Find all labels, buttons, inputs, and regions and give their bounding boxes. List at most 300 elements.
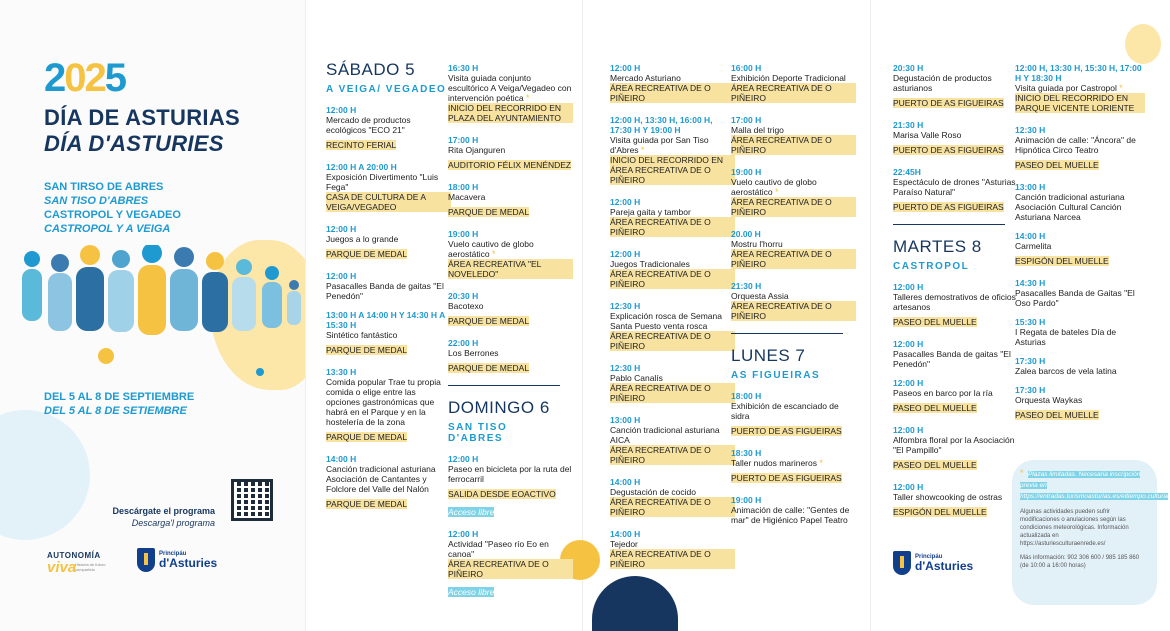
event-item <box>1015 63 1145 116</box>
event-location: PARQUE DE MEDAL <box>448 207 530 217</box>
event-location: AUDITORIO FÉLIX MENÉNDEZ <box>448 160 572 170</box>
event-location: PUERTO DE AS FIGUEIRAS <box>893 202 1004 212</box>
event-description <box>448 73 573 103</box>
event-title: Vuelo cautivo de globo aerostático <box>448 239 534 259</box>
event-item <box>448 291 573 329</box>
event-title: Animación de calle: "Áncora" de Hipnótica Circo Teatro <box>1015 135 1136 155</box>
event-time: 12:00 H <box>893 482 924 492</box>
event-description <box>610 311 735 331</box>
event-time: 17:00 H <box>731 115 762 125</box>
contact-note: Más información: 902 306 600 / 985 185 860 (de 10:00 a 16:00 horas) <box>1020 555 1140 569</box>
event-location: ÁREA RECREATIVA DE O PIÑEIRO <box>610 549 735 569</box>
event-item <box>610 363 735 406</box>
event-location: PARQUE DE MEDAL <box>448 316 530 326</box>
event-description <box>731 73 856 83</box>
event-time: 12:00 H <box>610 249 641 259</box>
event-list <box>448 454 573 600</box>
fold-line <box>582 0 583 631</box>
event-location: PASEO DEL MUELLE <box>1015 410 1099 420</box>
event-title: Mercado Asturiano <box>610 73 681 83</box>
event-title: Carmelita <box>1015 241 1052 251</box>
principado-logo <box>137 548 217 572</box>
logo-text: d'Asturies <box>915 559 974 573</box>
event-description <box>893 435 1018 455</box>
event-description <box>448 145 573 155</box>
day-heading: MARTES 8 <box>893 237 982 256</box>
event-description <box>1015 327 1145 347</box>
event-title: Animación de calle: "Gentes de mar" de Higiénico Papel Teatro <box>731 505 850 525</box>
event-title: Malla del trigo <box>731 125 784 135</box>
event-time: 22:00 H <box>448 338 479 348</box>
event-list <box>893 63 1018 215</box>
free-access-badge: Acceso libre <box>448 587 495 597</box>
asterisk-icon: * <box>491 249 496 259</box>
download-line: Descárgate el programa <box>112 506 215 516</box>
column-domingo-morning <box>610 63 735 581</box>
event-description <box>893 177 1018 197</box>
registration-note: Plazas limitadas. Necesaria inscripción previa en https://entradas.turismoasturias.es/eltiempo.cultural <box>1020 471 1169 500</box>
event-time: 21:30 H <box>893 120 924 130</box>
event-location: ÁREA RECREATIVA DE O PIÑEIRO <box>731 135 856 155</box>
event-description <box>448 348 573 358</box>
event-location: ÁREA RECREATIVA DE O PIÑEIRO <box>610 83 735 103</box>
event-location: ÁREA RECREATIVA DE O PIÑEIRO <box>731 249 856 269</box>
event-description <box>731 125 856 135</box>
event-location: PASEO DEL MUELLE <box>893 460 977 470</box>
event-title: Sintético fantástico <box>326 330 398 340</box>
event-item <box>448 454 573 520</box>
event-item <box>448 182 573 220</box>
event-location: PUERTO DE AS FIGUEIRAS <box>893 145 1004 155</box>
event-title: Orquesta Waykas <box>1015 395 1083 405</box>
event-time: 14:00 H <box>1015 231 1046 241</box>
event-description <box>1015 241 1145 251</box>
event-item <box>448 338 573 376</box>
event-time: 12:00 H <box>448 529 479 539</box>
event-item <box>1015 278 1145 308</box>
event-item <box>893 282 1018 330</box>
event-time: 17:30 H <box>1015 385 1046 395</box>
event-location: ÁREA RECREATIVA DE O PIÑEIRO <box>448 559 573 579</box>
event-time: 17:00 H <box>448 135 479 145</box>
location-heading: AS FIGUEIRAS <box>731 370 821 381</box>
event-list <box>326 105 451 512</box>
event-time: 12:00 H <box>610 197 641 207</box>
event-location: PASEO DEL MUELLE <box>893 403 977 413</box>
event-description <box>610 207 735 217</box>
event-item <box>326 310 451 358</box>
title-asturian: DÍA D'ASTURIES <box>44 131 224 156</box>
event-item <box>326 454 451 512</box>
event-description <box>731 291 856 301</box>
fold-line <box>870 0 871 631</box>
day-heading: LUNES 7 <box>731 346 806 365</box>
asterisk-icon: * <box>1020 468 1024 478</box>
event-time: 12:30 H <box>610 363 641 373</box>
decorative-dome <box>592 576 678 631</box>
event-title: Explicación rosca de Semana Santa Puesto venta rosca <box>610 311 722 331</box>
event-time: 19:00 H <box>731 495 762 505</box>
crest-icon <box>893 551 911 575</box>
free-access-badge: Acceso libre <box>448 507 495 517</box>
event-item <box>731 63 856 106</box>
event-item <box>731 448 856 486</box>
event-time: 12:00 H <box>326 105 357 115</box>
event-item <box>731 281 856 324</box>
event-time: 12:00 H <box>893 378 924 388</box>
people-group <box>22 245 301 335</box>
event-title: Bacotexo <box>448 301 484 311</box>
event-list <box>610 63 735 572</box>
event-description <box>326 464 451 494</box>
event-description <box>610 259 735 269</box>
event-item <box>326 367 451 445</box>
event-time: 12:00 H <box>893 425 924 435</box>
event-time: 18:00 H <box>448 182 479 192</box>
event-title: I Regata de bateles Día de Asturias <box>1015 327 1117 347</box>
event-title: Mercado de productos ecológicos "ECO 21" <box>326 115 411 135</box>
event-item <box>326 105 451 153</box>
event-time: 12:00 H <box>610 63 641 73</box>
event-description <box>610 135 735 155</box>
date-range: DEL 5 AL 8 DE SETIEMBRE <box>44 405 187 417</box>
event-time: 13:00 H <box>1015 182 1046 192</box>
event-description <box>610 487 735 497</box>
event-item <box>893 120 1018 158</box>
event-time: 20:30 H <box>448 291 479 301</box>
event-location: PUERTO DE AS FIGUEIRAS <box>731 473 842 483</box>
logo-text: Principáu <box>915 554 943 560</box>
event-location: ESPIGÓN DEL MUELLE <box>893 507 987 517</box>
event-item <box>326 271 451 301</box>
column-sabado-domingo <box>448 63 573 609</box>
day-heading: SÁBADO 5 <box>326 60 416 79</box>
event-description <box>326 281 451 301</box>
event-time: 19:00 H <box>448 229 479 239</box>
event-title: Macavera <box>448 192 486 202</box>
asterisk-icon: * <box>525 93 530 103</box>
weather-note: Algunas actividades pueden sufrir modificaciones o anulaciones según las condiciones meteorológicas. Información actualizada en https://asturiesculturaenrede.es/ <box>1020 509 1129 547</box>
event-time: 19:00 H <box>731 167 762 177</box>
event-description <box>893 73 1018 93</box>
event-description <box>448 301 573 311</box>
column-martes-afternoon <box>1015 63 1145 432</box>
event-item <box>893 339 1018 369</box>
event-description <box>893 349 1018 369</box>
people-illustration <box>18 245 303 360</box>
logo-small-text: Historia de futuro compartido <box>75 562 106 572</box>
event-location: INICIO DEL RECORRIDO EN PARQUE VICENTE LORIENTE <box>1015 93 1145 113</box>
event-time: 13:00 H A 14:00 H Y 14:30 H A 15:30 H <box>326 310 445 330</box>
event-title: Alfombra floral por la Asociación "El Pampillo" <box>893 435 1015 455</box>
info-box <box>1012 460 1169 605</box>
event-location: PARQUE DE MEDAL <box>326 249 408 259</box>
event-time: 17:30 H <box>1015 356 1046 366</box>
event-location: INICIO DEL RECORRIDO EN PLAZA DEL AYUNTAMIENTO <box>448 103 573 123</box>
event-description <box>731 177 856 197</box>
event-location: ÁREA RECREATIVA DE O PIÑEIRO <box>731 197 856 217</box>
event-description <box>448 539 573 559</box>
event-title: Taller nudos marineros <box>731 458 817 468</box>
event-item <box>610 301 735 354</box>
event-title: Paseos en barco por la ría <box>893 388 993 398</box>
event-description <box>326 172 451 192</box>
event-item <box>1015 182 1145 222</box>
logo-text: Principáu <box>159 551 187 557</box>
event-item <box>610 115 735 188</box>
event-item <box>1015 317 1145 347</box>
event-item <box>610 415 735 468</box>
event-location: PASEO DEL MUELLE <box>893 317 977 327</box>
event-title: Talleres demostrativos de oficios artesanos <box>893 292 1016 312</box>
event-title: Juegos Tradicionales <box>610 259 690 269</box>
event-time: 12:30 H <box>610 301 641 311</box>
event-description <box>893 492 1018 502</box>
event-list <box>448 63 573 376</box>
event-time: 22:45H <box>893 167 921 177</box>
event-time: 13:30 H <box>326 367 357 377</box>
event-time: 12:00 H <box>448 454 479 464</box>
download-line: Descarga'l programa <box>131 518 215 528</box>
event-list <box>893 282 1018 520</box>
cover-panel <box>0 0 305 631</box>
decorative-dot <box>256 368 264 376</box>
event-description <box>1015 288 1145 308</box>
logo-text: viva <box>47 559 77 576</box>
event-title: Pasacalles Banda de Gaitas "El Oso Pardo" <box>1015 288 1135 308</box>
asterisk-icon: * <box>1119 83 1123 93</box>
event-item <box>448 135 573 173</box>
event-time: 12:30 H <box>1015 125 1046 135</box>
event-description <box>731 239 856 249</box>
event-time: 12:00 H <box>326 271 357 281</box>
event-title: Espectáculo de drones "Asturias Paraíso Natural" <box>893 177 1016 197</box>
event-title: Rita Ojanguren <box>448 145 506 155</box>
qr-code[interactable] <box>231 479 273 521</box>
event-time: 12:00 H <box>893 282 924 292</box>
event-title: Juegos a lo grande <box>326 234 399 244</box>
event-item <box>731 391 856 439</box>
event-location: ÁREA RECREATIVA DE O PIÑEIRO <box>731 301 856 321</box>
event-title: Taller showcooking de ostras <box>893 492 1003 502</box>
event-title: Canción tradicional asturiana Asociación Cultural Canción Asturiana Narcea <box>1015 192 1125 222</box>
event-item <box>1015 125 1145 173</box>
event-description <box>893 292 1018 312</box>
dates <box>44 390 194 418</box>
asterisk-icon: * <box>640 145 645 155</box>
event-time: 14:00 H <box>326 454 357 464</box>
places-list <box>44 180 181 236</box>
event-location: PARQUE DE MEDAL <box>326 345 408 355</box>
place-line: CASTROPOL Y VEGADEO <box>44 209 181 221</box>
event-location: INICIO DEL RECORRIDO EN ÁREA RECREATIVA DE O PIÑEIRO <box>610 155 735 185</box>
divider <box>448 385 560 386</box>
place-line: CASTROPOL Y A VEIGA <box>44 223 171 235</box>
event-time: 13:00 H <box>610 415 641 425</box>
event-location: PARQUE DE MEDAL <box>326 432 408 442</box>
logo-text: AUTONOMÍA <box>47 551 101 560</box>
event-title: Pasacalles Banda de gaitas "El Penedón" <box>326 281 444 301</box>
event-description <box>610 373 735 383</box>
divider <box>893 224 1005 225</box>
event-time: 14:00 H <box>610 477 641 487</box>
event-title: Pareja gaita y tambor <box>610 207 691 217</box>
event-item <box>1015 385 1145 423</box>
event-location: ÁREA RECREATIVA DE O PIÑEIRO <box>610 331 735 351</box>
event-item <box>448 529 573 600</box>
download-label <box>60 505 215 529</box>
event-description <box>893 388 1018 398</box>
event-item <box>893 167 1018 215</box>
event-location: PARQUE DE MEDAL <box>448 363 530 373</box>
event-time: 12:00 H <box>893 339 924 349</box>
event-title: Los Berrones <box>448 348 499 358</box>
date-range: DEL 5 AL 8 DE SEPTIEMBRE <box>44 391 195 403</box>
event-location: SALIDA DESDE EOACTIVO <box>448 489 556 499</box>
event-time: 20.00 H <box>731 229 761 239</box>
logo-text: d'Asturies <box>159 556 218 570</box>
event-item <box>610 529 735 572</box>
place-line: SAN TISO D'ABRES <box>44 195 149 207</box>
autonomia-viva-logo <box>47 551 117 576</box>
event-title: Vuelo cautivo de globo aerostático <box>731 177 817 197</box>
year-logo: 2025 <box>44 56 125 100</box>
event-location: PARQUE DE MEDAL <box>326 499 408 509</box>
event-title: Comida popular Trae tu propia comida o elige entre las opciones gastronómicas que habrá en el Parque y en la hostelería de la zona <box>326 377 441 427</box>
event-location: ÁREA RECREATIVA DE O PIÑEIRO <box>610 497 735 517</box>
day-heading: DOMINGO 6 <box>448 398 550 417</box>
event-list <box>731 63 856 324</box>
event-time: 21:30 H <box>731 281 762 291</box>
place-line: SAN TIRSO DE ABRES <box>44 181 164 193</box>
event-location: ÁREA RECREATIVA DE O PIÑEIRO <box>610 445 735 465</box>
event-item <box>731 495 856 525</box>
column-sabado <box>326 60 451 521</box>
event-location: PUERTO DE AS FIGUEIRAS <box>893 98 1004 108</box>
event-list <box>731 391 856 525</box>
event-title: Degustación de cocido <box>610 487 697 497</box>
event-description <box>610 539 735 549</box>
event-item <box>448 63 573 126</box>
event-item <box>893 63 1018 111</box>
title-spanish: DÍA DE ASTURIAS <box>44 105 240 130</box>
event-description <box>448 192 573 202</box>
event-item <box>1015 356 1145 376</box>
event-title: Degustación de productos asturianos <box>893 73 992 93</box>
event-title: Zalea barcos de vela latina <box>1015 366 1117 376</box>
location-heading: SAN TISO D'ABRES <box>448 422 508 444</box>
event-title: Visita guiada conjunto escultórico A Veiga/Vegadeo con intervención poética <box>448 73 572 103</box>
column-domingo-lunes <box>731 63 856 534</box>
fold-line <box>305 0 306 631</box>
event-item <box>610 249 735 292</box>
event-item <box>731 115 856 158</box>
decorative-dot <box>1125 24 1161 64</box>
event-location: ÁREA RECREATIVA DE O PIÑEIRO <box>731 83 856 103</box>
event-time: 12:00 H, 13:30 H, 15:30 H, 17:00 H Y 18:30 H <box>1015 63 1142 83</box>
event-description <box>731 401 856 421</box>
crest-icon <box>137 548 155 572</box>
event-item <box>731 167 856 220</box>
asterisk-icon: * <box>819 458 823 468</box>
event-title: Exposición Divertimento "Luis Fega" <box>326 172 439 192</box>
event-description <box>610 73 735 83</box>
event-location: ÁREA RECREATIVA DE O PIÑEIRO <box>610 217 735 237</box>
event-location: PASEO DEL MUELLE <box>1015 160 1099 170</box>
event-location: PUERTO DE AS FIGUEIRAS <box>731 426 842 436</box>
event-title: Tejedor <box>610 539 638 549</box>
event-location: ESPIGÓN DEL MUELLE <box>1015 256 1109 266</box>
event-description <box>448 239 573 259</box>
event-title: Actividad "Paseo río Eo en canoa" <box>448 539 549 559</box>
event-location: RECINTO FERIAL <box>326 140 397 150</box>
event-description <box>610 425 735 445</box>
event-item <box>610 63 735 106</box>
event-item <box>610 197 735 240</box>
event-title: Canción tradicional asturiana AICA <box>610 425 720 445</box>
event-title: Marisa Valle Roso <box>893 130 962 140</box>
event-time: 15:30 H <box>1015 317 1046 327</box>
event-item <box>731 229 856 272</box>
event-description <box>731 458 856 468</box>
event-description <box>1015 366 1145 376</box>
event-description <box>448 464 573 484</box>
event-time: 14:30 H <box>1015 278 1046 288</box>
event-title: Visita guiada por San Tiso d'Abres <box>610 135 709 155</box>
event-title: Exhibición de escanciado de sidra <box>731 401 839 421</box>
event-item <box>893 425 1018 473</box>
event-time: 12:00 H <box>326 224 357 234</box>
event-title: Paseo en bicicleta por la ruta del ferrocarril <box>448 464 572 484</box>
event-item <box>326 162 451 215</box>
event-description <box>1015 135 1145 155</box>
event-title: Mostru l'horru <box>731 239 783 249</box>
event-item <box>610 477 735 520</box>
event-time: 16:30 H <box>448 63 479 73</box>
event-time: 16:00 H <box>731 63 762 73</box>
event-description <box>326 234 451 244</box>
event-title: Pasacalles Banda de gaitas "El Penedón" <box>893 349 1011 369</box>
event-item <box>893 378 1018 416</box>
event-item <box>326 224 451 262</box>
principado-logo <box>893 551 973 575</box>
event-time: 14:00 H <box>610 529 641 539</box>
location-heading: CASTROPOL <box>893 261 970 272</box>
event-location: ÁREA RECREATIVA DE O PIÑEIRO <box>610 269 735 289</box>
event-title: Exhibición Deporte Tradicional <box>731 73 846 83</box>
event-time: 12:00 H, 13:30 H, 16:00 H, 17:30 H Y 19:00 H <box>610 115 713 135</box>
event-description <box>731 505 856 525</box>
event-description <box>1015 83 1145 93</box>
event-description <box>1015 395 1145 405</box>
event-item <box>448 229 573 282</box>
event-list <box>1015 63 1145 423</box>
event-location: CASA DE CULTURA DE A VEIGA/VEGADEO <box>326 192 451 212</box>
event-description <box>326 330 451 340</box>
divider <box>731 333 843 334</box>
event-item <box>893 482 1018 520</box>
event-description <box>326 377 451 427</box>
event-title: Visita guiada por Castropol <box>1015 83 1117 93</box>
event-time: 20:30 H <box>893 63 924 73</box>
event-title: Canción tradicional asturiana Asociación de Cantantes y Folclore del Valle del Nalón <box>326 464 436 494</box>
event-time: 18:30 H <box>731 448 762 458</box>
event-time: 18:00 H <box>731 391 762 401</box>
event-location: ÁREA RECREATIVA "EL NOVELEDO" <box>448 259 573 279</box>
event-description <box>1015 192 1145 222</box>
event-description <box>893 130 1018 140</box>
event-title: Pablo Canalís <box>610 373 663 383</box>
